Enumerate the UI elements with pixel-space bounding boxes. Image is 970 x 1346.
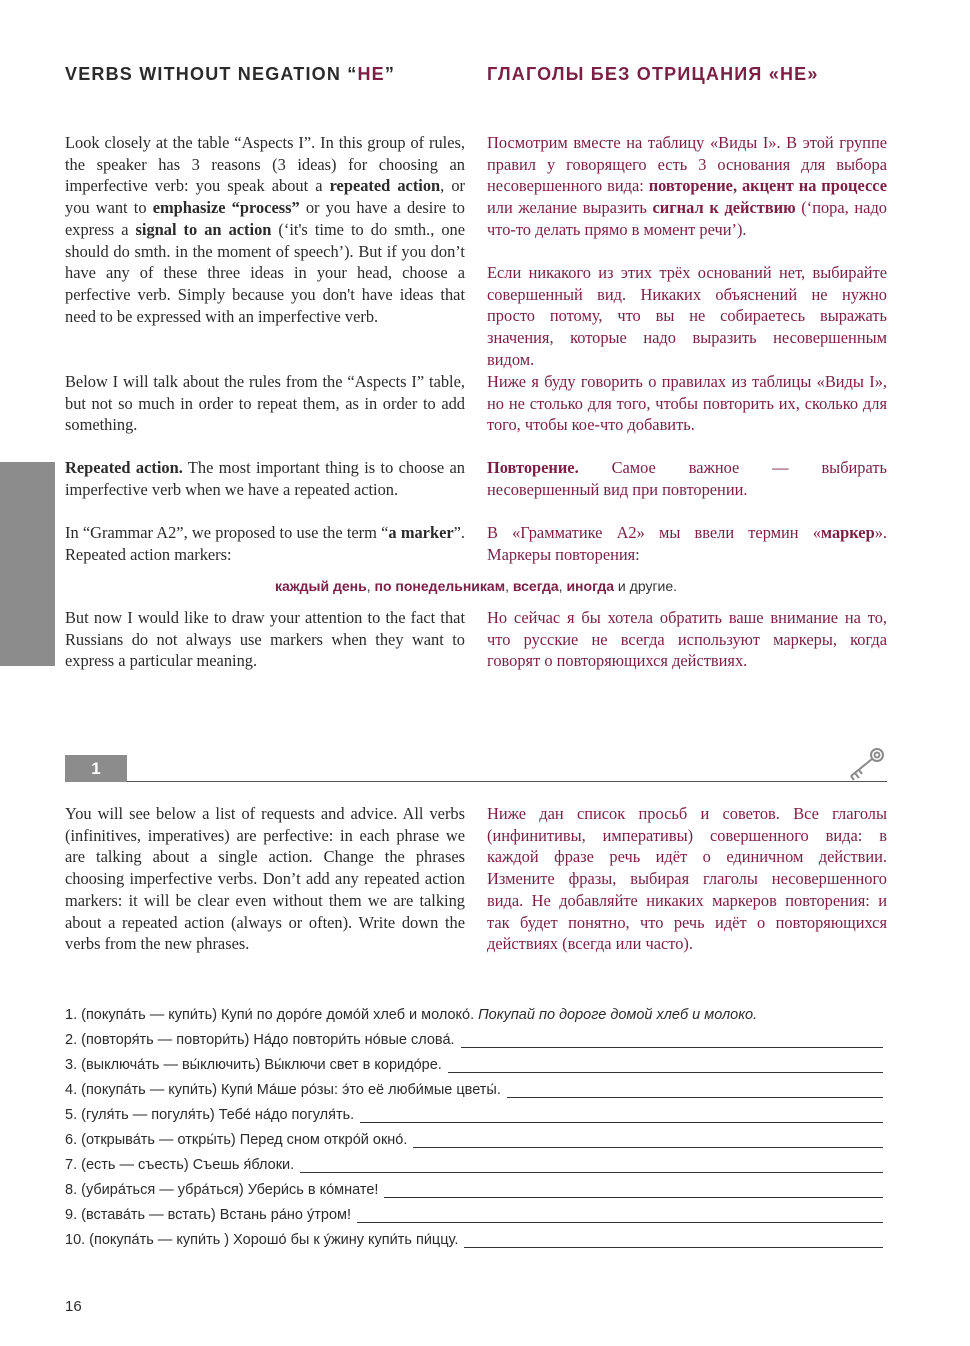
attention-paragraph-ru: Но сейчас я бы хотела обратить ваше внимание на то, что русские не всегда используют маркеры, когда говорят о повторяющихся действиях. [487,608,887,671]
intro-paragraph-ru: Посмотрим вместе на таблицу «Виды I». В этой группе правил у говорящего есть 3 основания для выбора несовершенного вида: повторение, акцент на процессе или желание выразить сигнал к действию (‘пора, надо что-то делать прямо в момент речи’). [487,133,887,239]
intro-paragraph-ru-2: Если никакого из этих трёх оснований нет, выбирайте совершенный вид. Никаких объяснений не нужно просто потому, что вы не собираетесь выражать значения, которые надо выразить несовершенным видом. [487,263,887,369]
exercise-item: 6. (открыва́ть — откры́ть) Перед сном откро́й окно́. [65,1123,883,1148]
marker-paragraph-ru: В «Грамматике А2» мы ввели термин «маркер». Маркеры повторения: [487,523,887,564]
exercise-item: 3. (выключа́ть — вы́ключить) Вы́ключи свет в коридо́ре. [65,1048,883,1073]
answer-line[interactable] [464,1232,883,1248]
exercise-instructions-en: You will see below a list of requests and advice. All verbs (infinitives, imperatives) are perfective: in each phrase we are talking about a single action. Change the phrases choosing imperfective verbs. Don’t add any repeated action markers: it will be clear even without them we are talking about a repeated action (always or often). Write down the verbs from the new phrases. [65,804,465,954]
exercise-item: 1. (покупа́ть — купи́ть) Купи́ по доро́ге домо́й хлеб и молоко́. Покупай по дороге домой хлеб и молоко. [65,1007,758,1023]
answer-line[interactable] [357,1207,883,1223]
intro-paragraph-ru-3: Ниже я буду говорить о правилах из таблицы «Виды I», но не столько для того, чтобы повторить их, сколько для того, чтобы кое-что добавить. [487,372,887,435]
exercise-item: 7. (есть — съесть) Съешь я́блоки. [65,1148,883,1173]
example-answer: Покупай по дороге домой хлеб и молоко. [478,1007,758,1023]
attention-paragraph-en: But now I would like to draw your attention to the fact that Russians do not always use markers when they want to express a particular meaning. [65,608,465,671]
exercise-item: 10. (покупа́ть — купи́ть ) Хорошо́ бы к у́жину купи́ть пи́ццу. [65,1223,883,1248]
answer-line[interactable] [384,1182,883,1198]
exercise-item: 4. (покупа́ть — купи́ть) Купи́ Ма́ше ро́зы: э́то её люби́мые цветы́. [65,1073,883,1098]
key-icon [845,747,887,781]
exercise-number: 1 [65,755,127,782]
answer-line[interactable] [413,1132,883,1148]
exercise-divider [127,781,887,783]
answer-line[interactable] [360,1107,883,1123]
chapter-side-tab [0,462,55,666]
exercise-item: 9. (встава́ть — встать) Встань ра́но у́тром! [65,1198,883,1223]
page-number: 16 [65,1298,82,1315]
answer-line[interactable] [448,1057,883,1073]
marker-paragraph-en: In “Grammar A2”, we proposed to use the term “a marker”. Repeated action markers: [65,523,465,564]
repeated-action-paragraph-ru: Повторение. Самое важное — выбирать несовершенный вид при повторении. [487,458,887,499]
exercise-items [65,998,883,1248]
exercise-item: 8. (убира́ться — убра́ться) Убери́сь в ко́мнате! [65,1173,883,1198]
exercise-header [65,755,887,782]
exercise-instructions-ru: Ниже дан список просьб и советов. Все глаголы (инфинитивы, императивы) совершенного вида: в каждой фразе речь идёт о единичном действии. Измените фразы, выбирая глаголы несовершенного вида. Не добавляйте никаких маркеров повторения: и так будет понятно, что речь идёт о повторяющихся действиях (всегда или часто). [487,804,887,954]
answer-line[interactable] [300,1157,883,1173]
answer-line[interactable] [507,1082,883,1098]
exercise-item: 5. (гуля́ть — погуля́ть) Тебе́ на́до погуля́ть. [65,1098,883,1123]
intro-paragraph-en-2: Below I will talk about the rules from the “Aspects I” table, but not so much in order to repeat them, as in order to add something. [65,372,465,435]
answer-line[interactable] [461,1032,883,1048]
markers-list: каждый день, по понедельникам, всегда, иногда и другие. [274,578,678,594]
intro-paragraph-en: Look closely at the table “Aspects I”. In this group of rules, the speaker has 3 reasons (3 ideas) for choosing an imperfective verb: you speak about a repeated action, or you want to emphasize “process” or you have a desire to express a signal to an action (‘it's time to do smth., one should do smth. in the moment of speech’). But if you don’t have any of these three ideas in your head, choose a perfective verb. Simply because you don't have ideas that need to be expressed with an imperfective verb. [65,133,465,326]
section-title-ru: ГЛАГОЛЫ БЕЗ ОТРИЦАНИЯ «НЕ» [487,64,819,84]
exercise-item: 2. (повторя́ть — повтори́ть) На́до повтори́ть но́вые слова́. [65,1023,883,1048]
section-title-en: VERBS WITHOUT NEGATION “НЕ” [65,64,396,84]
repeated-action-paragraph-en: Repeated action. The most important thing is to choose an imperfective verb when we have a repeated action. [65,458,465,499]
